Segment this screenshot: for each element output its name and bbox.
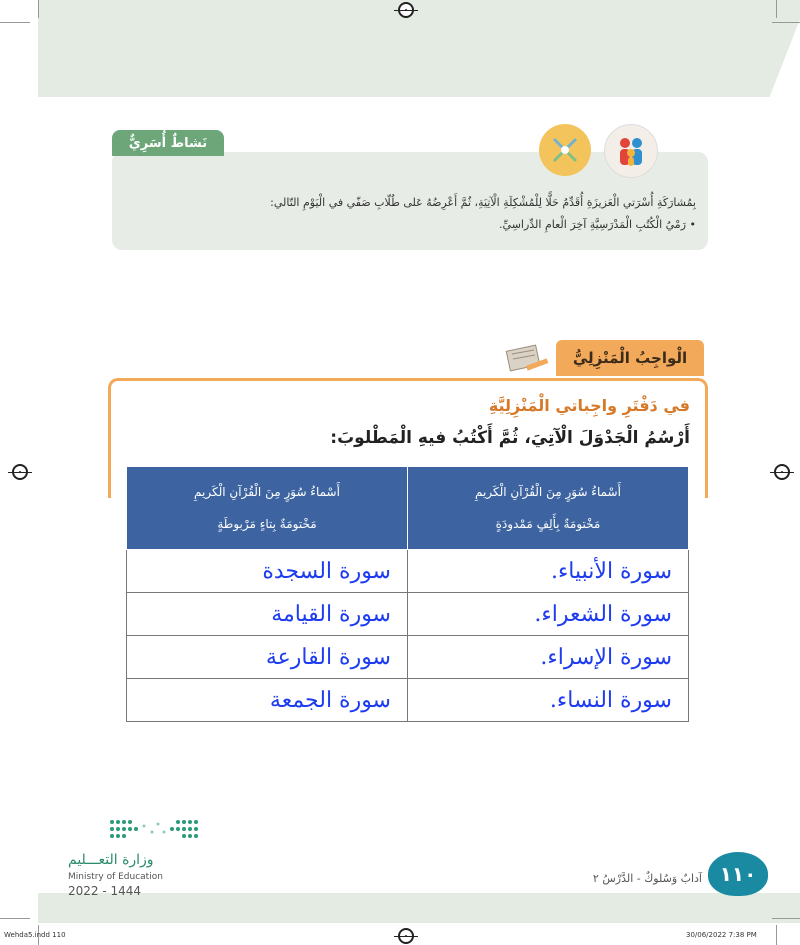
registration-mark-icon: [12, 464, 28, 480]
homework-instruction: أَرْسُمُ الْجَدْوَلَ الْآتِيَ، ثُمَّ أَكْتُبُ فيهِ الْمَطْلوبَ:: [330, 428, 690, 448]
table-cell: سورة القارعة: [127, 636, 408, 679]
activity-instruction: بِمُشارَكَةِ أُسْرَتي الْعَزيزَةِ أُقَدِّمُ حَلًّا لِلْمُشْكِلَةِ الْآتِيَةِ، ثُمَّ أَعْرِضُهُ عَلى طُلّابِ صَفّي في الْيَوْمِ التّالي:: [270, 196, 696, 209]
registration-mark-icon: [398, 2, 414, 18]
table-row: [127, 550, 689, 593]
table-header: أَسْماءُ سُوَرٍ مِنَ الْقُرْآنِ الْكَريمِ مَخْتومَةٌ بِتاءٍ مَرْبوطَةٍ: [127, 467, 408, 550]
crop-mark: [776, 0, 777, 18]
print-slug-file: Wehda5.indd 110: [4, 931, 66, 939]
homework-tab: الْواجِبُ الْمَنْزِلِيُّ: [556, 340, 704, 376]
registration-mark-icon: [774, 464, 790, 480]
print-slug-date: 30/06/2022 7:38 PM: [686, 931, 757, 939]
family-icon: [604, 124, 658, 178]
page-number-badge: ١١٠: [708, 852, 768, 896]
table-cell: سورة النساء.: [408, 679, 689, 722]
crop-mark: [776, 925, 777, 945]
table-cell: سورة الإسراء.: [408, 636, 689, 679]
table-row: [127, 636, 689, 679]
table-cell: سورة الجمعة: [127, 679, 408, 722]
puzzle-icon: [539, 124, 591, 176]
crop-mark: [772, 22, 800, 23]
ministry-name-english: Ministry of Education: [68, 872, 163, 882]
crop-mark: [0, 22, 30, 23]
notebook-pencil-icon: [504, 340, 550, 374]
crop-mark: [38, 0, 39, 18]
table-cell: سورة الشعراء.: [408, 593, 689, 636]
family-activity-tab: نَشاطٌ أُسَرِيٌّ: [112, 130, 224, 156]
surahs-table: [126, 466, 689, 722]
table-row: [127, 593, 689, 636]
table-header: أَسْماءُ سُوَرٍ مِنَ الْقُرْآنِ الْكَريمِ مَخْتومَةٌ بِأَلِفٍ مَمْدودَةٍ: [408, 467, 689, 550]
table-cell: سورة السجدة: [127, 550, 408, 593]
ministry-logo-icon: [108, 818, 200, 842]
crop-mark: [0, 918, 30, 919]
homework-subtitle: في دَفْتَرِ واجِباتي الْمَنْزِلِيَّةِ: [488, 396, 690, 415]
ministry-year: 2022 - 1444: [68, 884, 142, 898]
table-cell: سورة القيامة: [127, 593, 408, 636]
bottom-decorative-band: [38, 893, 800, 923]
unit-lesson-label: آدابٌ وَسُلوكٌ - الدَّرْسُ ٢: [592, 872, 702, 885]
top-decorative-band: [38, 0, 800, 97]
family-activity-text: [130, 192, 696, 236]
table-cell: سورة الأنبياء.: [408, 550, 689, 593]
table-row: [127, 679, 689, 722]
activity-bullet: • رَمْيُ الْكُتُبِ الْمَدْرَسِيَّةِ آخِرَ الْعامِ الدِّراسِيِّ.: [499, 218, 696, 231]
crop-mark: [772, 918, 800, 919]
ministry-name-arabic: وزارة التعـــليم: [68, 852, 154, 868]
registration-mark-icon: [398, 928, 414, 944]
